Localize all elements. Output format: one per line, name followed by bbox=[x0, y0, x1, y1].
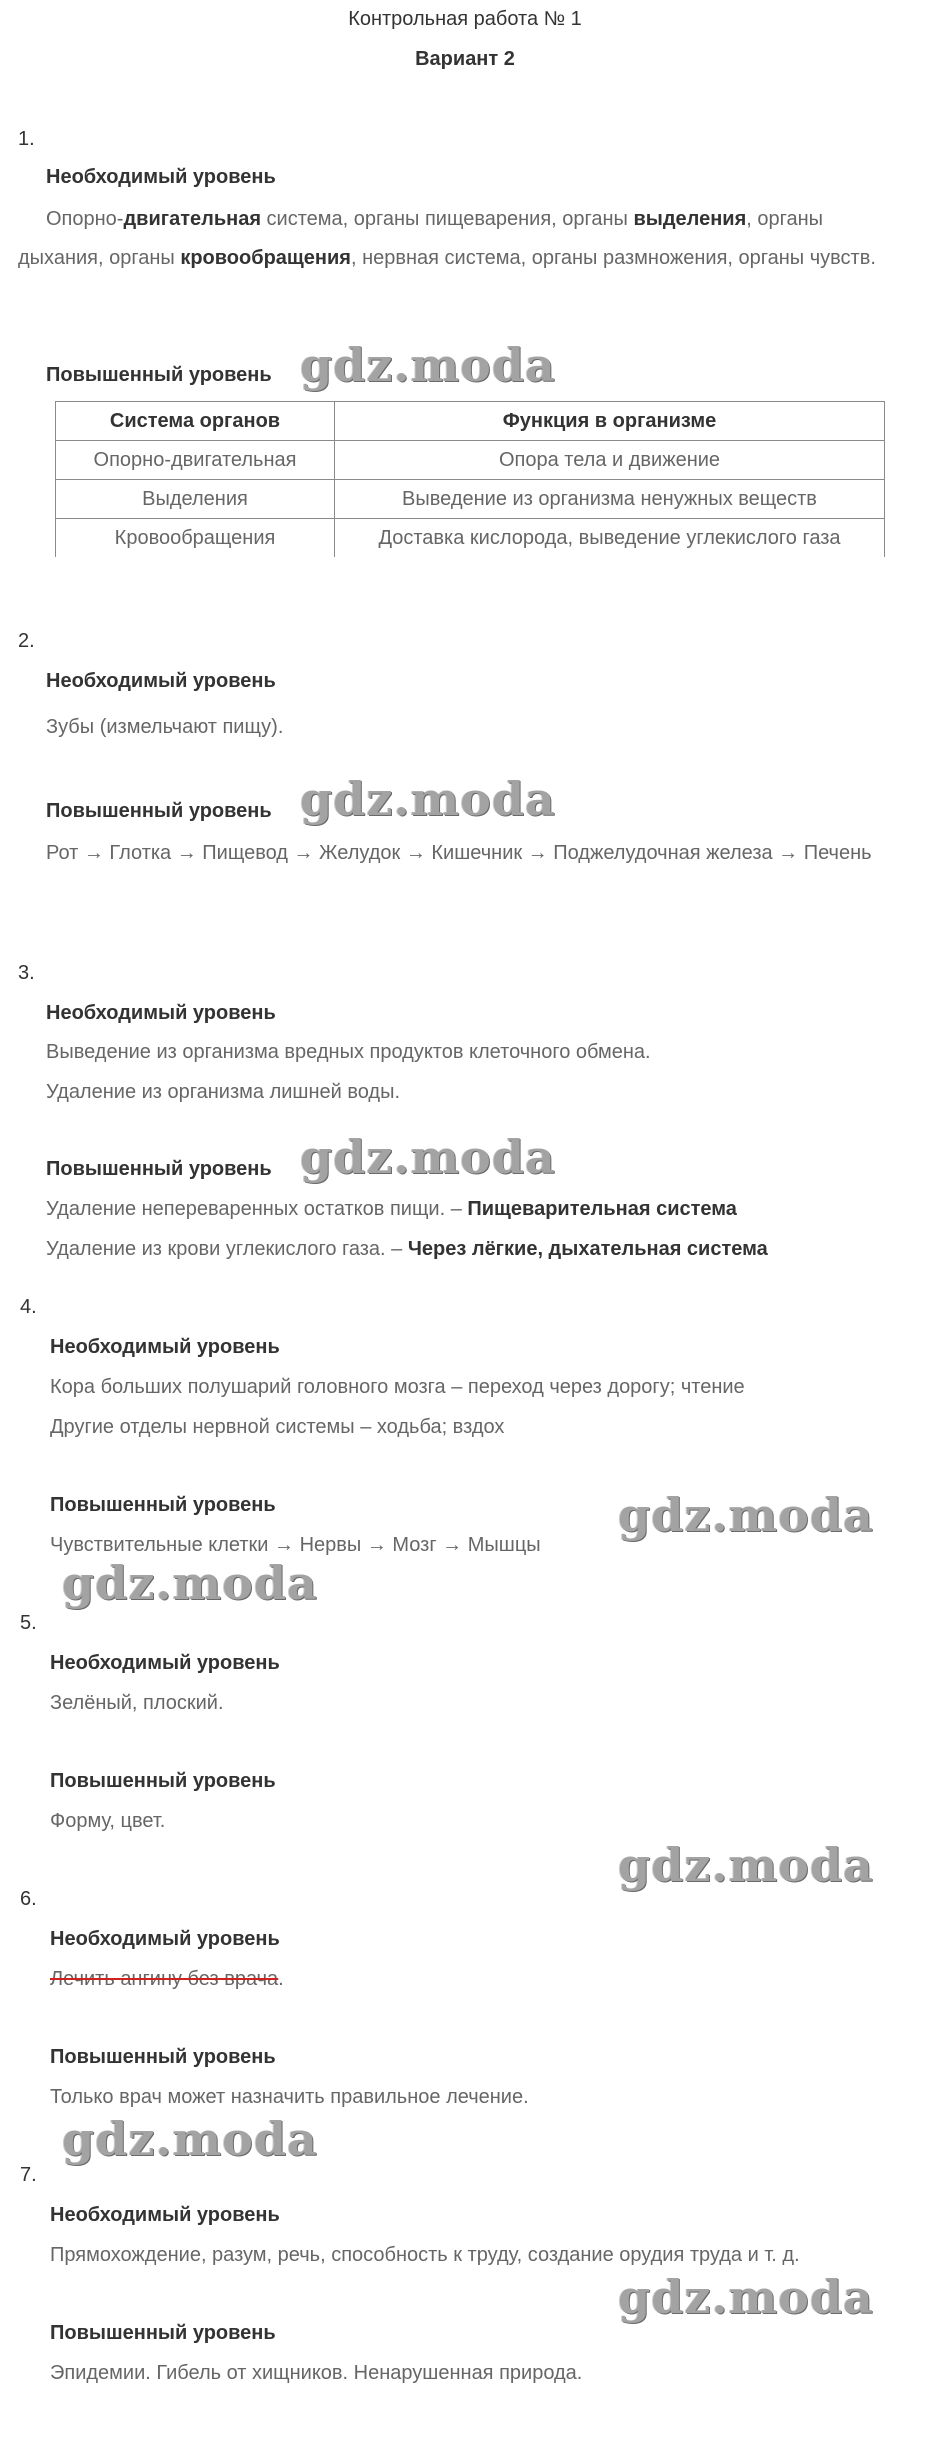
q6-basic-answer: Лечить ангину без врача. bbox=[50, 1968, 284, 1990]
q7-basic-answer: Прямохождение, разум, речь, способность к труду, создание орудия труда и т. д. bbox=[50, 2244, 800, 2266]
strikethrough-text: Лечить ангину без врача bbox=[50, 1968, 279, 1990]
level-basic-label: Необходимый уровень bbox=[46, 166, 276, 188]
watermark-logo: gdz.moda bbox=[618, 1838, 874, 1892]
watermark-logo: gdz.moda bbox=[618, 1488, 874, 1542]
q3-basic-answer-1: Выведение из организма вредных продуктов клеточного обмена. bbox=[46, 1041, 651, 1063]
table-header-cell: Функция в организме bbox=[335, 402, 885, 441]
level-basic-label: Необходимый уровень bbox=[46, 670, 276, 692]
level-advanced-label: Повышенный уровень bbox=[46, 800, 272, 822]
question-number: 7. bbox=[20, 2164, 37, 2186]
level-advanced-label: Повышенный уровень bbox=[50, 2046, 276, 2068]
watermark-logo: gdz.moda bbox=[300, 338, 556, 392]
q4-basic-answer-2: Другие отделы нервной системы – ходьба; вздох bbox=[50, 1416, 505, 1438]
question-number: 6. bbox=[20, 1888, 37, 1910]
level-advanced-label: Повышенный уровень bbox=[50, 1494, 276, 1516]
q2-advanced-answer: Рот → Глотка → Пищевод → Желудок → Кишечник → Поджелудочная железа → Печень bbox=[46, 842, 872, 864]
level-advanced-label: Повышенный уровень bbox=[46, 364, 272, 386]
table-header-cell: Система органов bbox=[56, 402, 335, 441]
level-basic-label: Необходимый уровень bbox=[50, 1336, 280, 1358]
table-cell: Опора тела и движение bbox=[335, 441, 885, 480]
q2-basic-answer: Зубы (измельчают пищу). bbox=[46, 716, 284, 738]
q3-advanced-answer-2: Удаление из крови углекислого газа. – Через лёгкие, дыхательная система bbox=[46, 1238, 768, 1260]
watermark-logo: gdz.moda bbox=[300, 1130, 556, 1184]
q4-advanced-answer: Чувствительные клетки → Нервы → Мозг → Мышцы bbox=[50, 1534, 541, 1556]
variant-title: Вариант 2 bbox=[415, 48, 515, 70]
q5-advanced-answer: Форму, цвет. bbox=[50, 1810, 166, 1832]
question-number: 3. bbox=[18, 962, 35, 984]
watermark-logo: gdz.moda bbox=[300, 772, 556, 826]
q3-advanced-answer-1: Удаление непереваренных остатков пищи. – Пищеварительная система bbox=[46, 1198, 737, 1220]
q7-advanced-answer: Эпидемии. Гибель от хищников. Ненарушенная природа. bbox=[50, 2362, 583, 2384]
table-cell: Выделения bbox=[56, 480, 335, 519]
watermark-logo: gdz.moda bbox=[62, 2112, 318, 2166]
question-number: 1. bbox=[18, 128, 35, 150]
level-basic-label: Необходимый уровень bbox=[50, 1652, 280, 1674]
table-header-row bbox=[56, 402, 885, 441]
watermark-logo: gdz.moda bbox=[618, 2270, 874, 2324]
table-cell: Опорно-двигательная bbox=[56, 441, 335, 480]
level-basic-label: Необходимый уровень bbox=[50, 1928, 280, 1950]
q3-basic-answer-2: Удаление из организма лишней воды. bbox=[46, 1081, 401, 1103]
question-number: 2. bbox=[18, 630, 35, 652]
table-row bbox=[56, 441, 885, 480]
table-row bbox=[56, 480, 885, 519]
question-number: 4. bbox=[20, 1296, 37, 1318]
organ-systems-table bbox=[55, 401, 885, 557]
level-basic-label: Необходимый уровень bbox=[50, 2204, 280, 2226]
q4-basic-answer-1: Кора больших полушарий головного мозга – переход через дорогу; чтение bbox=[50, 1376, 745, 1398]
table-row bbox=[56, 519, 885, 558]
table-cell: Выведение из организма ненужных веществ bbox=[335, 480, 885, 519]
q1-basic-answer: Опорно-двигательная система, органы пищеварения, органы выделения, органы дыхания, органы кровообращения, нервная система, органы размножения, органы чувств. bbox=[18, 208, 876, 269]
watermark-logo: gdz.moda bbox=[62, 1556, 318, 1610]
page-title: Контрольная работа № 1 bbox=[348, 8, 582, 30]
table-cell: Доставка кислорода, выведение углекислого газа bbox=[335, 519, 885, 558]
level-advanced-label: Повышенный уровень bbox=[50, 2322, 276, 2344]
table-cell: Кровообращения bbox=[56, 519, 335, 558]
level-advanced-label: Повышенный уровень bbox=[46, 1158, 272, 1180]
q6-advanced-answer: Только врач может назначить правильное лечение. bbox=[50, 2086, 529, 2108]
q5-basic-answer: Зелёный, плоский. bbox=[50, 1692, 224, 1714]
level-advanced-label: Повышенный уровень bbox=[50, 1770, 276, 1792]
question-number: 5. bbox=[20, 1612, 37, 1634]
level-basic-label: Необходимый уровень bbox=[46, 1002, 276, 1024]
